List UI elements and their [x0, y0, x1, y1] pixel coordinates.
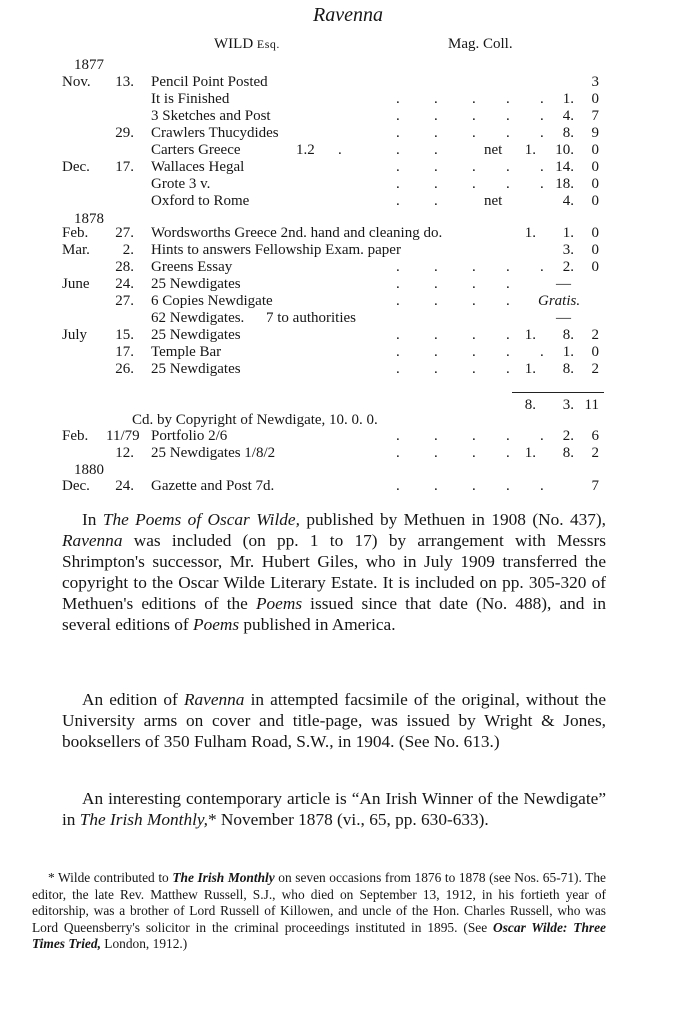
- ledger-pence: 0: [591, 242, 599, 258]
- ledger-row: 28. Greens Essay 2. 0 . . . . .: [0, 258, 696, 276]
- ledger-day: 27.: [115, 225, 134, 241]
- ledger-net-marker: net: [484, 193, 503, 209]
- ledger-shillings: 18.: [555, 176, 574, 192]
- ledger-pence: 2: [591, 445, 599, 461]
- ledger-day: 26.: [115, 361, 134, 377]
- ledger-pence: 11: [584, 397, 599, 413]
- ledger-pence: 3: [591, 74, 599, 90]
- ledger-shillings: 2.: [562, 428, 574, 444]
- ledger-copyright-note: Cd. by Copyright of Newdigate, 10. 0. 0.: [132, 412, 378, 428]
- ledger-row: [0, 224, 696, 242]
- ledger-pence: 0: [591, 225, 599, 241]
- ledger-row: [0, 56, 696, 74]
- ledger-shillings: 8.: [562, 445, 574, 461]
- ledger-month: June: [62, 276, 90, 292]
- ledger-shillings: 14.: [555, 159, 574, 175]
- ledger-month: Nov.: [62, 74, 91, 90]
- ledger-day: 2.: [122, 242, 134, 258]
- ledger-row: [0, 241, 696, 259]
- ledger-pounds: 1.: [524, 445, 536, 461]
- ledger-row: 3 Sketches and Post 4. 7 . . . . .: [151, 108, 599, 124]
- ledger-month: Dec.: [62, 159, 90, 175]
- ledger-day: 24.: [115, 478, 134, 494]
- ledger-day: 17.: [115, 344, 134, 360]
- ledger-day: 27.: [115, 293, 134, 309]
- ledger-day: 11/79: [106, 428, 140, 444]
- ledger-pence: 0: [591, 193, 599, 209]
- ledger-shillings: 3.: [562, 397, 574, 413]
- ledger-gratis: Gratis.: [538, 293, 581, 309]
- ledger-day: 13.: [115, 74, 134, 90]
- ledger-month: July: [62, 327, 88, 343]
- ledger-shillings: 8.: [562, 361, 574, 377]
- ledger-row: 29. Crawlers Thucydides 8. 9 . . . . .: [0, 124, 696, 142]
- ledger-shillings: 4.: [562, 193, 574, 209]
- ledger-table: [0, 0, 696, 500]
- ledger-row: Grote 3 v. 18. 0 . . . . .: [151, 176, 599, 192]
- ledger-item: Hints to answers Fellowship Exam. paper: [151, 242, 401, 258]
- ledger-day: 12.: [115, 445, 134, 461]
- ledger-item: Greens Essay: [151, 259, 233, 275]
- ledger-item: Grote 3 v.: [151, 176, 211, 192]
- ledger-item: 6 Copies Newdigate: [151, 293, 273, 309]
- ledger-shillings: 4.: [562, 108, 574, 124]
- footnote: * Wilde contributed to The Irish Monthly on seven occasions from 1876 to 1878 (see Nos. 65-71). The editor, the late Rev. Matthew Russell, S.J., who died on September 13, 1912, in his fortieth year of editorship, was a brother of Lord Russell of Killowen, and uncle of the Hon. Charles Russell, who was Lord Queensberry's solicitor in the criminal proceedings instituted in 1895. (See Oscar Wilde: Three Times Tried, London, 1912.): [32, 870, 606, 952]
- ledger-row: Oxford to Rome net 4. 0 . .: [151, 193, 599, 209]
- ledger-day: 15.: [115, 327, 134, 343]
- ledger-row: [0, 309, 696, 327]
- ledger-item-note: 7 to authorities: [266, 310, 356, 326]
- ledger-pence: 6: [591, 428, 599, 444]
- ledger-pounds: 1.: [524, 225, 536, 241]
- ledger-month: Mar.: [62, 242, 90, 258]
- ledger-shillings: 1.: [562, 91, 574, 107]
- ledger-pounds: 1.: [524, 142, 536, 158]
- ledger-item: Crawlers Thucydides: [151, 125, 279, 141]
- ledger-item: Oxford to Rome: [151, 193, 250, 209]
- ledger-item: It is Finished: [151, 91, 230, 107]
- ledger-shillings: 1.: [562, 344, 574, 360]
- ledger-pence: 9: [591, 125, 599, 141]
- ledger-item: 3 Sketches and Post: [151, 108, 271, 124]
- ledger-shillings: 3.: [562, 242, 574, 258]
- ledger-pence: 0: [591, 159, 599, 175]
- ledger-pence: 7: [591, 478, 599, 494]
- ledger-pence: 0: [591, 344, 599, 360]
- paragraph-irish-monthly: An interesting contemporary article is “An Irish Winner of the Newdigate” in The Irish Monthly,* November 1878 (vi., 65, pp. 630-633).: [62, 789, 606, 829]
- ledger-row: 17. Temple Bar 1. 0 . . . . .: [0, 343, 696, 361]
- ledger-row: It is Finished 1. 0 . . . . .: [151, 91, 599, 107]
- ledger-pounds: 8.: [524, 397, 536, 413]
- paragraph-facsimile-edition: An edition of Ravenna in attempted facsimile of the original, without the University arms on cover and title-page, was issued by Wright & Jones, booksellers of 350 Fulham Road, S.W., in 1904. (See No. 613.): [62, 690, 606, 751]
- column-heading-wild: WILD Esq.: [214, 36, 280, 52]
- ledger-item: Portfolio 2/6: [151, 428, 228, 444]
- ledger-pence: 2: [591, 327, 599, 343]
- ledger-shillings: 8.: [562, 125, 574, 141]
- ledger-month: Dec.: [62, 478, 90, 494]
- ledger-dash: —: [556, 310, 571, 326]
- ledger-row: 26. 25 Newdigates 1. 8. 2 . . . .: [0, 360, 696, 378]
- ledger-pounds: 1.: [524, 361, 536, 377]
- ledger-shillings: 8.: [562, 327, 574, 343]
- ledger-day: 24.: [115, 276, 134, 292]
- ledger-row: Dec. 24. Gazette and Post 7d. 7 . . . . .: [62, 478, 599, 494]
- ledger-day: 28.: [115, 259, 134, 275]
- ledger-item: Gazette and Post 7d.: [151, 478, 275, 494]
- ledger-item: Wordsworths Greece 2nd. hand and cleaning do.: [151, 225, 443, 241]
- ledger-pence: 0: [591, 259, 599, 275]
- total-rule: [512, 392, 604, 393]
- ledger-year: 1877: [74, 57, 104, 73]
- ledger-row: Feb. 11/79 Portfolio 2/6 2. 6 . . . . .: [62, 428, 599, 444]
- ledger-row: June 24. 25 Newdigates — . . . .: [62, 276, 571, 292]
- ledger-shillings: 10.: [555, 142, 574, 158]
- ledger-item: 62 Newdigates.: [151, 310, 245, 326]
- ledger-item: 25 Newdigates 1/8/2: [151, 445, 276, 461]
- ledger-item-note: 1.2: [296, 142, 315, 158]
- ledger-row: [0, 73, 696, 91]
- ledger-item: Carters Greece: [151, 142, 241, 158]
- ledger-year: 1878: [74, 211, 104, 227]
- ledger-row: 12. 25 Newdigates 1/8/2 1. 8. 2 . . . .: [0, 444, 696, 462]
- ledger-item: 25 Newdigates: [151, 276, 241, 292]
- ledger-row: Carters Greece 1.2 net 1. 10. 0 . . .: [151, 142, 599, 158]
- paragraph-methuen-edition: In The Poems of Oscar Wilde, published by Methuen in 1908 (No. 437), Ravenna was included (on pp. 1 to 17) by arrangement with Messrs Shrimpton's successor, Mr. Hubert Giles, who in July 1909 transferred the copyright to the Oscar Wilde Literary Estate. It is included on pp. 305-320 of Methuen's editions of the Poems issued since that date (No. 488), and in several editions of Poems published in America.: [62, 510, 607, 634]
- ledger-item: 25 Newdigates: [151, 327, 241, 343]
- ledger-item: 25 Newdigates: [151, 361, 241, 377]
- ledger-pence: 0: [591, 142, 599, 158]
- ledger-pence: 0: [591, 91, 599, 107]
- ledger-year: 1880: [74, 462, 104, 478]
- ledger-month: Feb.: [62, 428, 89, 444]
- ledger-pence: 2: [591, 361, 599, 377]
- page-title: Ravenna: [313, 4, 383, 26]
- ledger-day: 17.: [115, 159, 134, 175]
- ledger-shillings: 2.: [562, 259, 574, 275]
- ledger-shillings: 1.: [562, 225, 574, 241]
- ledger-pence: 7: [591, 108, 599, 124]
- ledger-pence: 0: [591, 176, 599, 192]
- ledger-dash: —: [556, 276, 571, 292]
- ledger-net-marker: net: [484, 142, 503, 158]
- ledger-row: July 15. 25 Newdigates 1. 8. 2 . . . .: [62, 327, 599, 343]
- column-heading-mag-coll: Mag. Coll.: [448, 36, 513, 52]
- ledger-day: 29.: [115, 125, 134, 141]
- ledger-item: Pencil Point Posted: [151, 74, 268, 90]
- ledger-row: 27. 6 Copies Newdigate Gratis. . . . .: [0, 292, 696, 310]
- ledger-month: Feb.: [62, 225, 89, 241]
- ledger-row: Dec. 17. Wallaces Hegal 14. 0 . . . . .: [62, 159, 599, 175]
- ledger-item: Wallaces Hegal: [151, 159, 245, 175]
- ledger-pounds: 1.: [524, 327, 536, 343]
- ledger-item: Temple Bar: [151, 344, 222, 360]
